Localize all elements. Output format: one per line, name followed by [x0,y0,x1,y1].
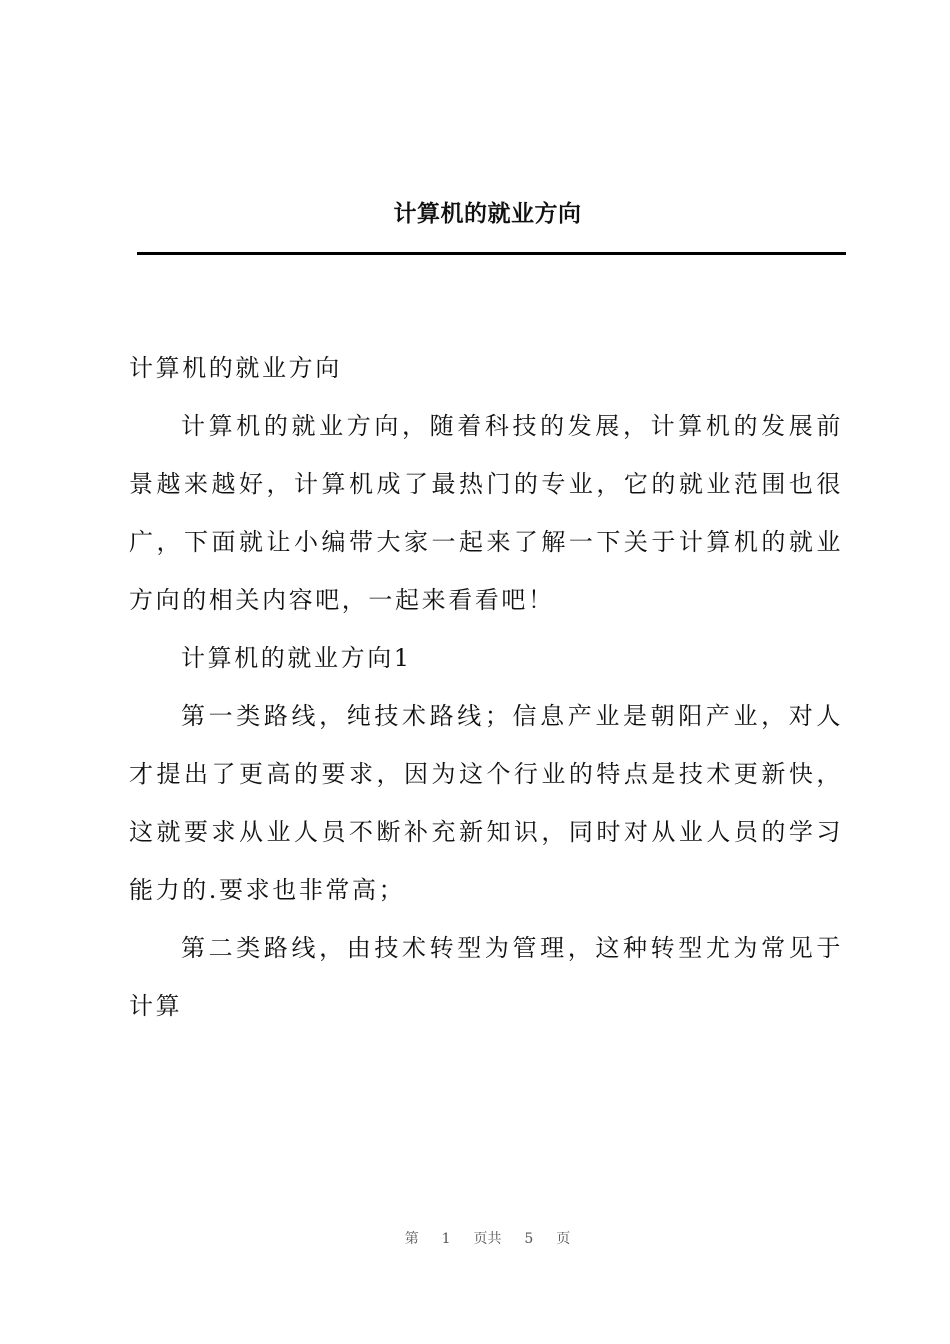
paragraph-route-2: 第二类路线，由技术转型为管理，这种转型尤为常见于计算 [129,934,843,1020]
document-body [129,339,843,1035]
title-divider [137,252,846,255]
paragraph-heading-1: 计算机的就业方向1 [181,644,412,672]
footer-suffix: 页 [556,1231,571,1247]
section-heading: 计算机的就业方向 [129,354,342,382]
footer-mid: 页共 [473,1231,502,1247]
page-footer [0,1228,950,1250]
footer-total-pages: 5 [524,1231,534,1247]
paragraph-intro: 计算机的就业方向，随着科技的发展，计算机的发展前景越来越好，计算机成了最热门的专业，它的就业范围也很广，下面就让小编带大家一起来了解一下关于计算机的就业方向的相关内容吧，一起来看看吧！ [129,412,843,614]
paragraph-route-1: 第一类路线，纯技术路线；信息产业是朝阳产业，对人才提出了更高的要求，因为这个行业的特点是技术更新快，这就要求从业人员不断补充新知识，同时对从业人员的学习能力的.要求也非常高； [129,702,843,904]
page-title: 计算机的就业方向 [393,201,582,227]
footer-page-number: 1 [441,1231,451,1247]
footer-prefix: 第 [404,1231,419,1247]
